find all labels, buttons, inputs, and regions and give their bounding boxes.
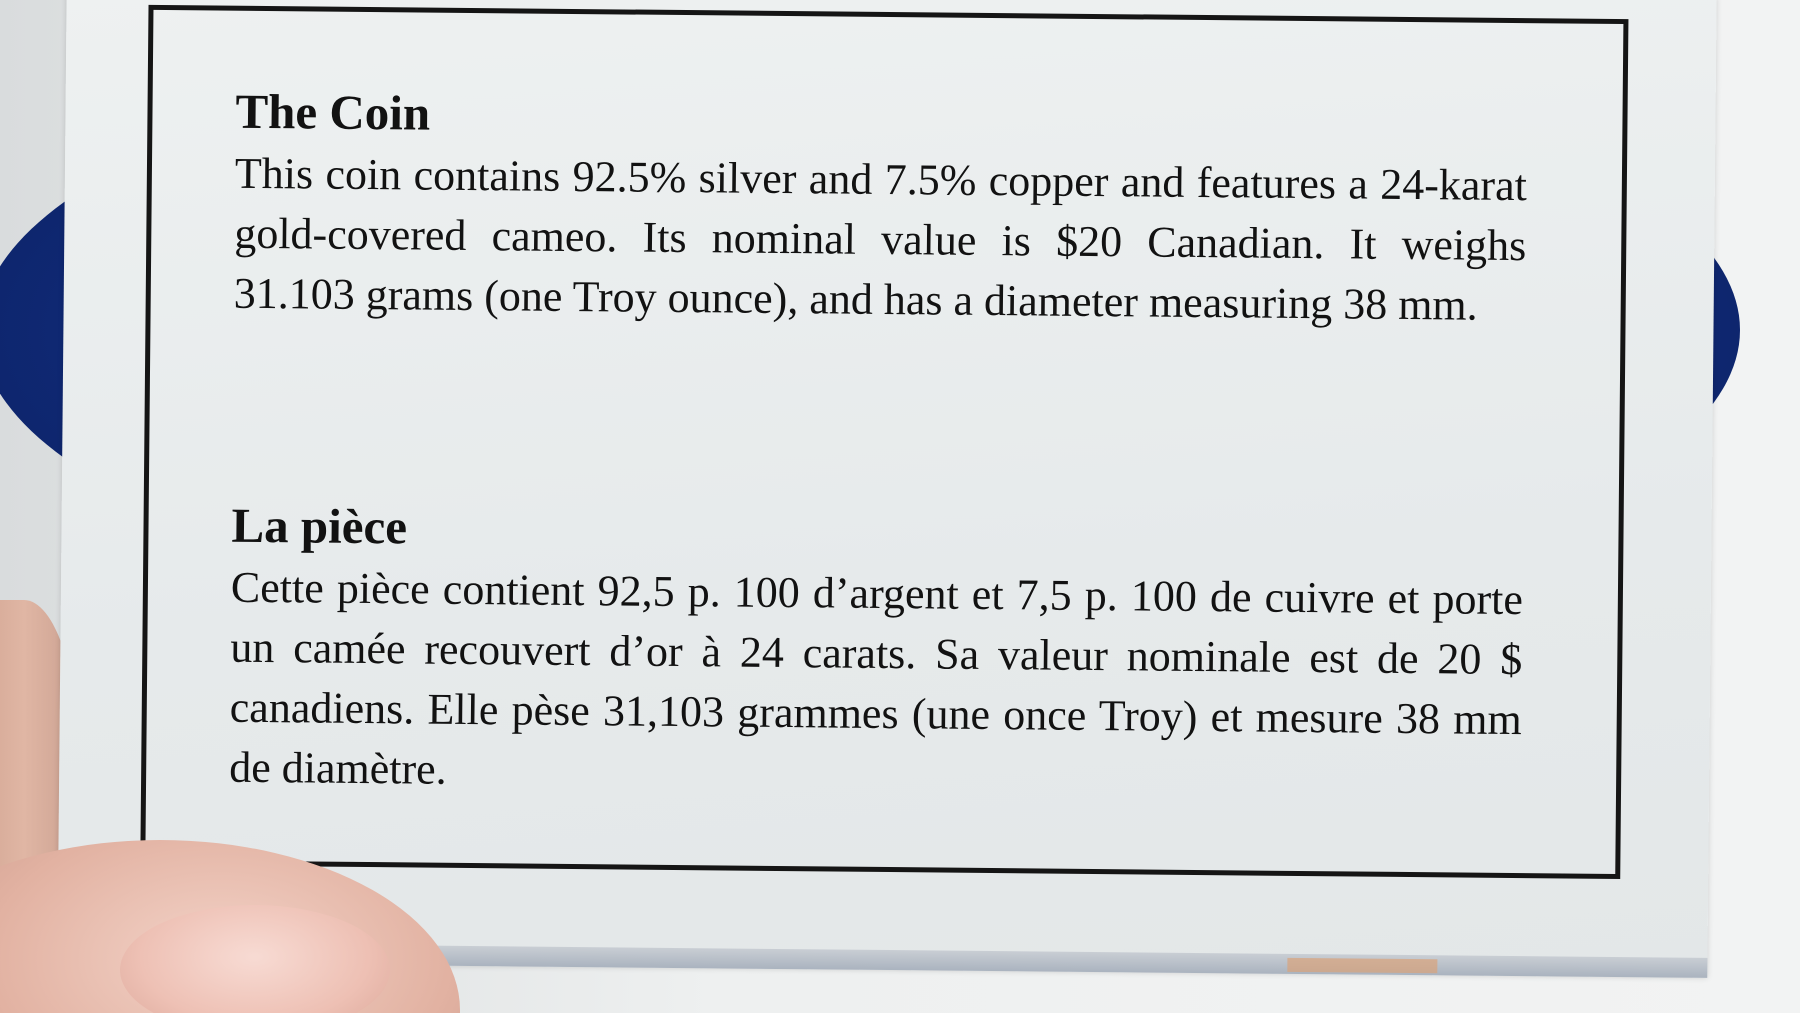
certificate-card	[57, 0, 1716, 978]
english-heading: The Coin	[235, 83, 431, 141]
card-edge-accent	[1287, 958, 1437, 973]
english-body: This coin contains 92.5% silver and 7.5% copper and features a 24-karat gold-covered cameo. Its nominal value is $20 Canadian. It weighs 31.103 grams (one Troy ounce), and has a diameter measuring 38 mm.	[233, 148, 1528, 330]
french-body: Cette pièce contient 92,5 p. 100 d’argent et 7,5 p. 100 de cuivre et porte un camée recouvert d’or à 24 carats. Sa valeur nominale est de 20 $ canadiens. Elle pèse 31,103 grammes (une once Troy) et mesure 38 mm de diamètre.	[228, 562, 1524, 794]
english-section	[233, 84, 1527, 336]
french-heading: La pièce	[231, 497, 408, 555]
french-section	[229, 498, 1524, 810]
